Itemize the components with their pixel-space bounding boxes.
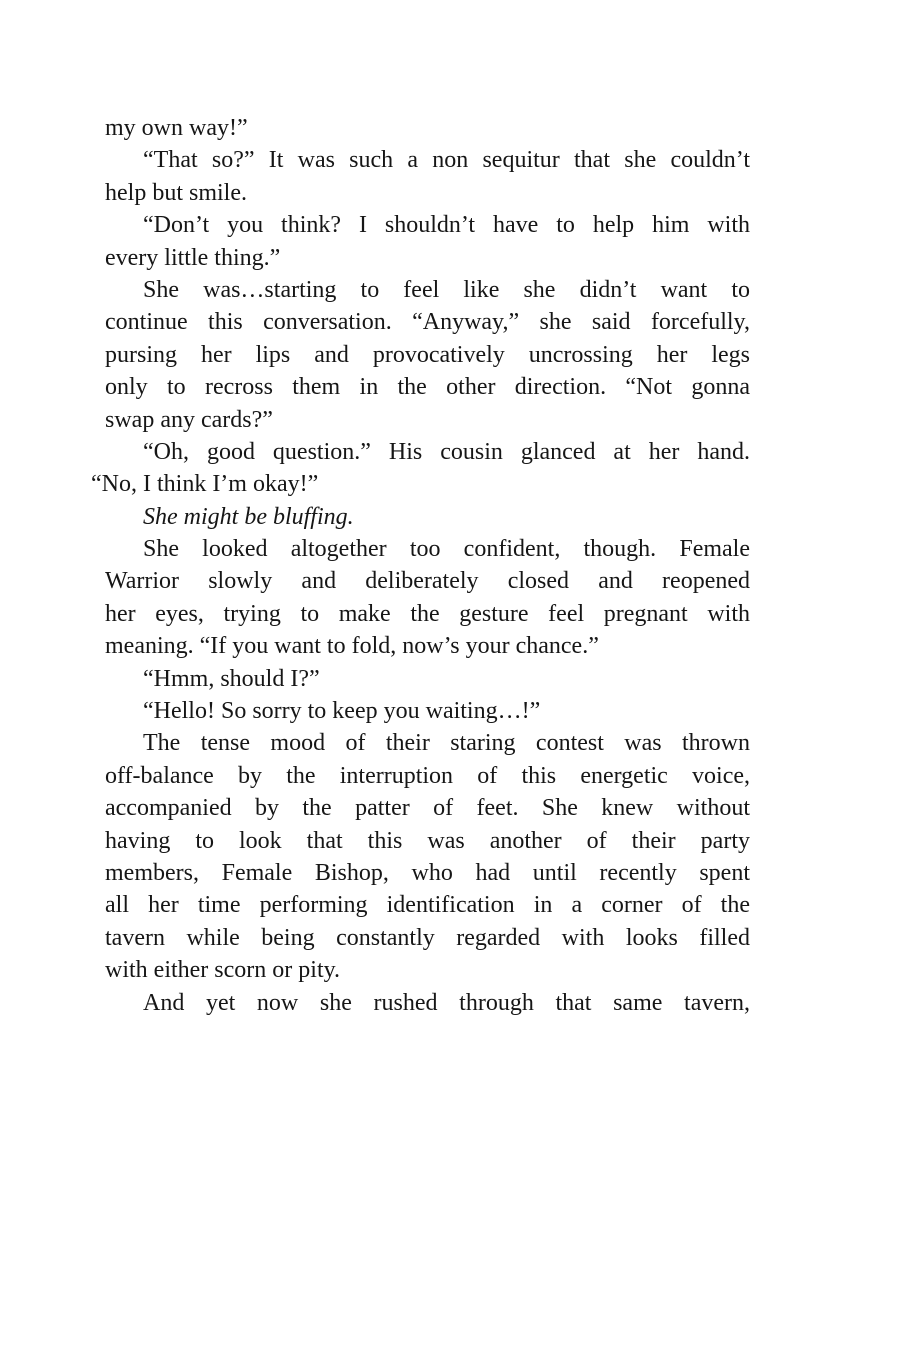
book-text [91,112,750,1019]
text-line: “Oh, good question.” His cousin glanced at her hand. [143,438,750,465]
text-line: And yet now she rushed through that same tavern, [143,989,750,1016]
text-line: with either scorn or pity. [105,957,341,984]
text-line: accompanied by the patter of feet. She knew without [105,795,750,822]
text-line: “Don’t you think? I shouldn’t have to help him with [143,212,750,239]
text-line: her eyes, trying to make the gesture feel pregnant with [105,600,750,627]
text-line: all her time performing identification in a corner of the [105,892,750,919]
text-line: meaning. “If you want to fold, now’s your chance.” [105,633,599,660]
text-line: swap any cards?” [105,406,273,433]
text-line: “That so?” It was such a non sequitur that she couldn’t [143,147,750,174]
text-line: She was…starting to feel like she didn’t want to [143,276,750,303]
text-line: members, Female Bishop, who had until recently spent [105,859,750,886]
text-line: only to recross them in the other direction. “Not gonna [105,374,750,401]
text-line: pursing her lips and provocatively uncrossing her legs [105,341,750,368]
text-line: my own way!” [105,115,248,141]
text-line: tavern while being constantly regarded with looks filled [105,924,750,951]
text-line: help but smile. [105,179,247,206]
text-line: every little thing.” [105,244,281,271]
text-line: She might be bluffing. [143,503,354,530]
text-line: continue this conversation. “Anyway,” she said forcefully, [105,309,750,336]
text-line: “No, I think I’m okay!” [91,471,319,498]
text-line: off-balance by the interruption of this energetic voice, [105,762,750,789]
text-line: Warrior slowly and deliberately closed and reopened [105,568,750,595]
text-line: having to look that this was another of their party [105,827,750,854]
text-line: “Hello! So sorry to keep you waiting…!” [143,698,541,725]
text-line: “Hmm, should I?” [143,665,320,692]
text-line: She looked altogether too confident, though. Female [143,536,750,563]
text-line: The tense mood of their staring contest was thrown [143,730,750,757]
